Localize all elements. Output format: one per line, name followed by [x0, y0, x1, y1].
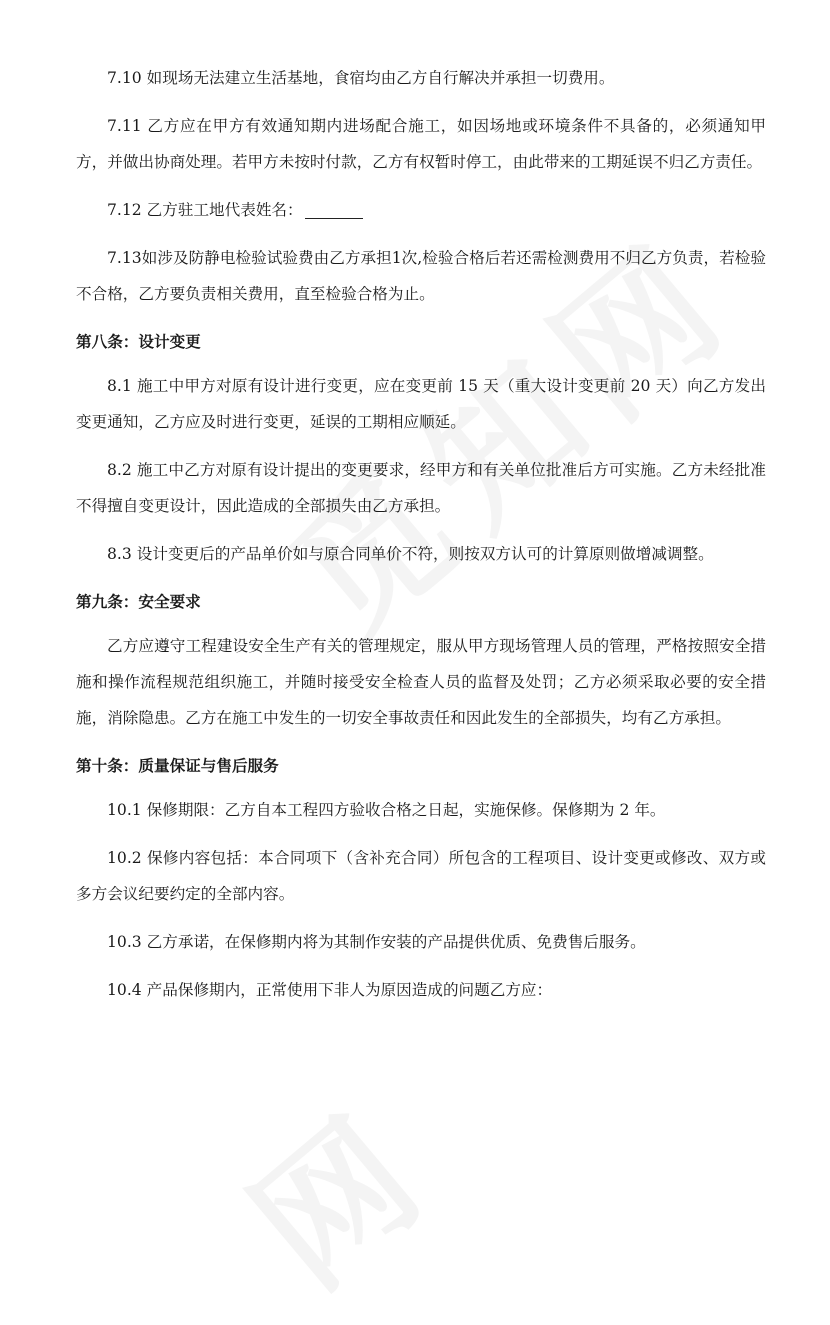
clause-10-3: 10.3 乙方承诺，在保修期内将为其制作安装的产品提供优质、免费售后服务。	[107, 933, 646, 951]
clause-7-12-text: 7.12 乙方驻工地代表姓名：	[107, 201, 303, 219]
clause-10-2: 10.2 保修内容包括：本合同项下（含补充合同）所包含的工程项目、设计变更或修改、双方或多方会议纪要约定的全部内容。	[76, 849, 766, 903]
clause-9-body: 乙方应遵守工程建设安全生产有关的管理规定，服从甲方现场管理人员的管理，严格按照安全措施和操作流程规范组织施工，并随时接受安全检查人员的监督及处罚；乙方必须采取必要的安全措施，消除隐患。乙方在施工中发生的一切安全事故责任和因此发生的全部损失，均有乙方承担。	[76, 637, 766, 727]
clause-8-3: 8.3 设计变更后的产品单价如与原合同单价不符，则按双方认可的计算原则做增减调整。	[107, 545, 714, 563]
section-9-title: 第九条：安全要求	[76, 592, 201, 611]
clause-7-11: 7.11 乙方应在甲方有效通知期内进场配合施工，如因场地或环境条件不具备的，必须通知甲方，并做出协商处理。若甲方未按时付款，乙方有权暂时停工，由此带来的工期延误不归乙方责任。	[76, 117, 766, 171]
clause-8-2: 8.2 施工中乙方对原有设计提出的变更要求，经甲方和有关单位批准后方可实施。乙方未经批准不得擅自变更设计，因此造成的全部损失由乙方承担。	[76, 461, 766, 515]
clause-10-1: 10.1 保修期限：乙方自本工程四方验收合格之日起，实施保修。保修期为 2 年。	[107, 801, 666, 819]
clause-7-13: 7.13如涉及防静电检验试验费由乙方承担1次,检验合格后若还需检测费用不归乙方负责，若检验不合格，乙方要负责相关费用，直至检验合格为止。	[76, 249, 766, 303]
clause-7-10: 7.10 如现场无法建立生活基地，食宿均由乙方自行解决并承担一切费用。	[107, 69, 615, 87]
clause-8-1: 8.1 施工中甲方对原有设计进行变更，应在变更前 15 天（重大设计变更前 20 天）向乙方发出变更通知，乙方应及时进行变更，延误的工期相应顺延。	[76, 377, 766, 431]
representative-name-blank	[305, 200, 363, 219]
clause-10-4: 10.4 产品保修期内，正常使用下非人为原因造成的问题乙方应：	[107, 981, 553, 999]
clause-7-12	[76, 192, 766, 228]
section-10-title: 第十条：质量保证与售后服务	[76, 756, 279, 775]
section-8-title: 第八条：设计变更	[76, 332, 201, 351]
watermark-lower	[200, 1051, 469, 1325]
document-page	[76, 60, 766, 1020]
